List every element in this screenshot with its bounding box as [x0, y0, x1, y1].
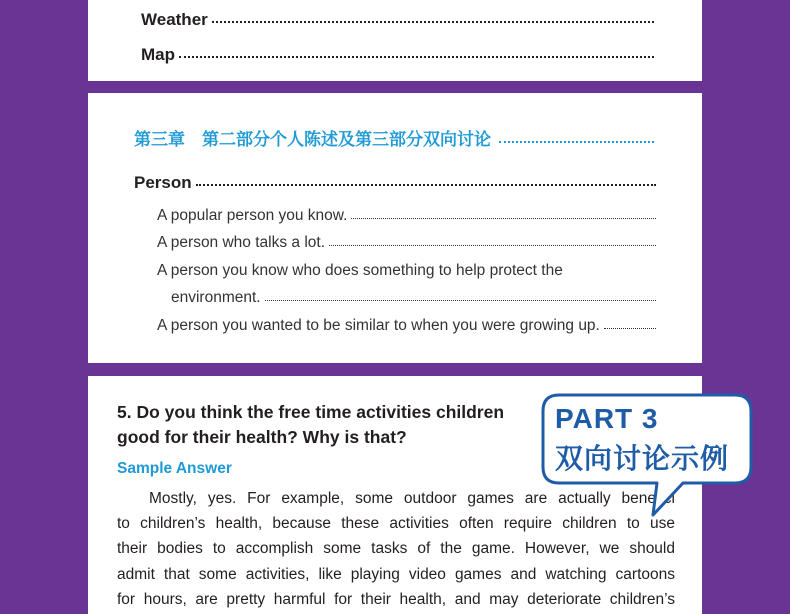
- section-title: Person: [134, 173, 192, 192]
- toc-entry[interactable]: [171, 289, 656, 307]
- dotted-leader: [196, 184, 656, 186]
- answer-line: their bodies to accomplish some tasks of the game. However, we should: [117, 540, 675, 557]
- dotted-leader: [265, 300, 656, 301]
- sample-answer-label: Sample Answer: [117, 460, 232, 477]
- toc-card-chapter3: [88, 93, 702, 363]
- toc-entry-label: environment.: [171, 289, 261, 306]
- chapter-title: 第三章 第二部分个人陈述及第三部分双向讨论: [134, 130, 491, 149]
- chapter-heading[interactable]: [134, 125, 654, 150]
- toc-card-top: [88, 0, 702, 81]
- answer-line: to children’s health, because these activities often require children to use: [117, 515, 675, 532]
- toc-entry-line1[interactable]: A person you know who does something to help protect the: [157, 262, 563, 279]
- part3-callout-bubble: [541, 393, 753, 519]
- dotted-leader: [351, 218, 656, 219]
- toc-entry[interactable]: [157, 207, 656, 225]
- toc-entry-weather[interactable]: [141, 10, 654, 30]
- dotted-leader: [604, 328, 656, 329]
- toc-entry[interactable]: [157, 234, 656, 252]
- question-text: [117, 400, 504, 450]
- answer-line: for hours, are pretty harmful for their health, and may deteriorate children’s: [117, 591, 675, 608]
- dotted-leader: [212, 21, 654, 23]
- toc-entry-label: Weather: [141, 10, 208, 29]
- callout-subtitle: 双向讨论示例: [555, 443, 730, 474]
- toc-entry-label: A popular person you know.: [157, 207, 348, 224]
- answer-line: Mostly, yes. For example, some outdoor games are actually benefici: [149, 490, 675, 507]
- toc-entry[interactable]: [157, 317, 656, 335]
- question-line: 5. Do you think the free time activities children: [117, 402, 505, 422]
- question-line: good for their health? Why is that?: [117, 427, 407, 447]
- section-heading-person[interactable]: [134, 173, 656, 193]
- answer-line: admit that some activities, like playing video games and watching cartoons: [117, 566, 675, 583]
- callout-title: PART 3: [555, 403, 659, 434]
- toc-entry-map[interactable]: [141, 45, 654, 65]
- toc-entry-label: Map: [141, 45, 175, 64]
- toc-entry-label: A person you wanted to be similar to when you were growing up.: [157, 317, 600, 334]
- dotted-leader: [179, 56, 654, 58]
- toc-entry-label: A person who talks a lot.: [157, 234, 326, 251]
- dotted-leader: [329, 245, 656, 246]
- dotted-leader: [499, 141, 654, 143]
